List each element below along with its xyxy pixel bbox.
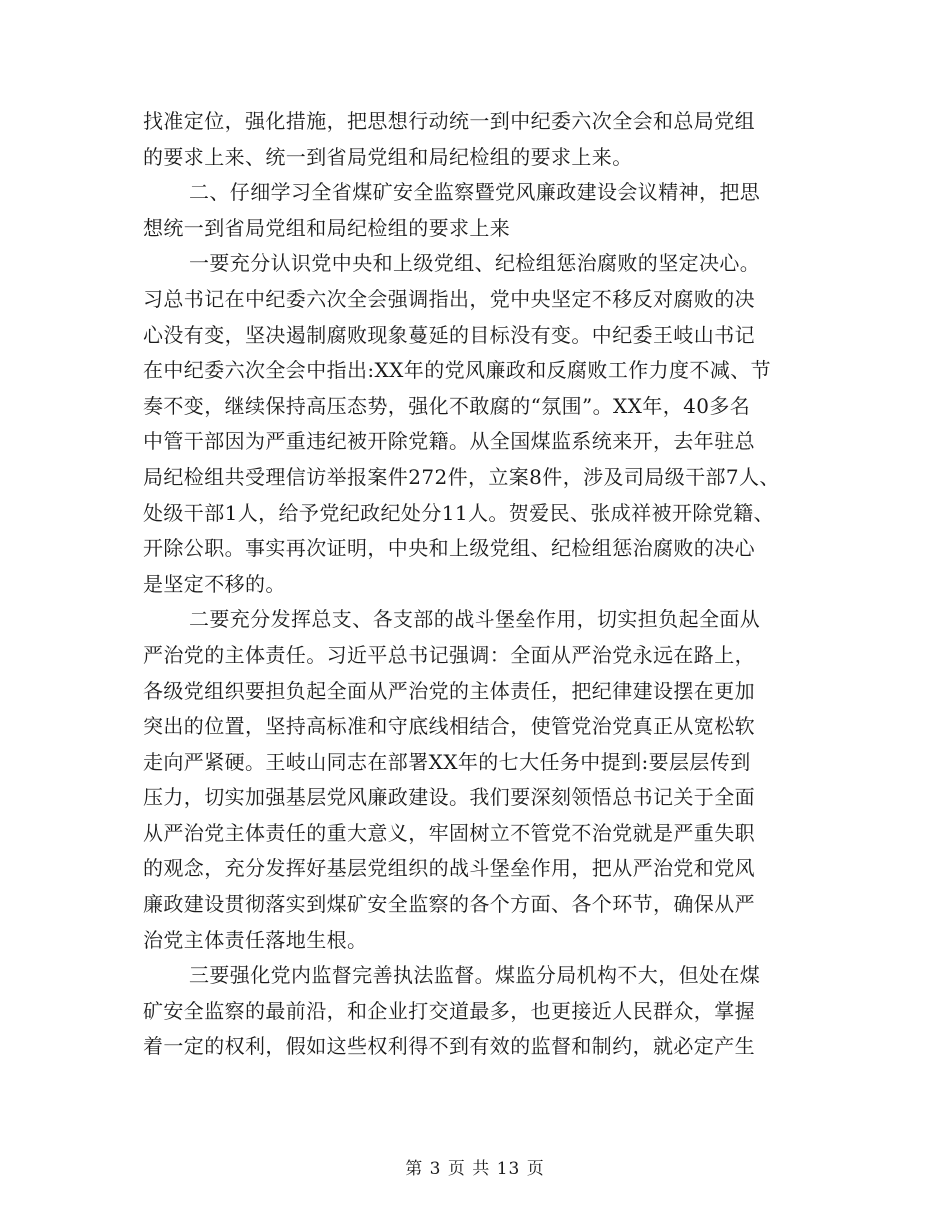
paragraph-first-line: 二要充分发挥总支、各支部的战斗堡垒作用，切实担负起全面从 — [189, 607, 761, 632]
text-line: 习总书记在中纪委六次全会强调指出，党中央坚定不移反对腐败的决 — [143, 286, 755, 311]
text-line: 是坚定不移的。 — [143, 571, 286, 596]
text-line: 突出的位置，坚持高标准和守底线相结合，使管党治党真正从宽松软 — [143, 714, 755, 739]
paragraph-first-line: 二、仔细学习全省煤矿安全监察暨党风廉政建设会议精神，把思 — [189, 180, 761, 205]
text-line: 的要求上来、统一到省局党组和局纪检组的要求上来。 — [143, 144, 633, 169]
text-line: 治党主体责任落地生根。 — [143, 927, 368, 952]
text-line: 处级干部1人，给予党纪政纪处分11人。贺爱民、张成祥被开除党籍、 — [143, 500, 774, 525]
text-line: 各级党组织要担负起全面从严治党的主体责任，把纪律建设摆在更加 — [143, 678, 755, 703]
document-body — [143, 104, 815, 1065]
text-line: 在中纪委六次全会中指出:XX年的党风廉政和反腐败工作力度不减、节 — [143, 358, 772, 383]
text-line: 走向严紧硬。王岐山同志在部署XX年的七大任务中提到:要层层传到 — [143, 749, 751, 774]
text-line: 严治党的主体责任。习近平总书记强调：全面从严治党永远在路上， — [143, 642, 755, 667]
text-line: 中管干部因为严重违纪被开除党籍。从全国煤监系统来开，去年驻总 — [143, 429, 755, 454]
page-footer: 第 3 页 共 13 页 — [405, 1159, 545, 1179]
text-line: 从严治党主体责任的重大意义，牢固树立不管党不治党就是严重失职 — [143, 820, 755, 845]
text-line: 的观念，充分发挥好基层党组织的战斗堡垒作用，把从严治党和党风 — [143, 856, 755, 881]
text-line: 着一定的权利，假如这些权利得不到有效的监督和制约，就必定产生 — [143, 1034, 755, 1059]
text-line: 奏不变，继续保持高压态势，强化不敢腐的“氛围”。XX年，40多名 — [143, 393, 751, 418]
text-line: 开除公职。事实再次证明，中央和上级党组、纪检组惩治腐败的决心 — [143, 536, 755, 561]
text-line: 找准定位，强化措施，把思想行动统一到中纪委六次全会和总局党组 — [143, 109, 755, 133]
text-line: 压力，切实加强基层党风廉政建设。我们要深刻领悟总书记关于全面 — [143, 785, 755, 810]
text-line: 心没有变，坚决遏制腐败现象蔓延的目标没有变。中纪委王岐山书记 — [143, 322, 755, 347]
paragraph-first-line: 一要充分认识党中央和上级党组、纪检组惩治腐败的坚定决心。 — [189, 251, 761, 276]
text-line: 矿安全监察的最前沿，和企业打交道最多，也更接近人民群众，掌握 — [143, 998, 755, 1023]
text-line: 想统一到省局党组和局纪检组的要求上来 — [143, 215, 511, 240]
paragraph-first-line: 三要强化党内监督完善执法监督。煤监分局机构不大，但处在煤 — [189, 963, 761, 988]
text-line: 廉政建设贯彻落实到煤矿安全监察的各个方面、各个环节，确保从严 — [143, 892, 755, 917]
text-line: 局纪检组共受理信访举报案件272件，立案8件，涉及司局级干部7人、 — [143, 464, 780, 489]
